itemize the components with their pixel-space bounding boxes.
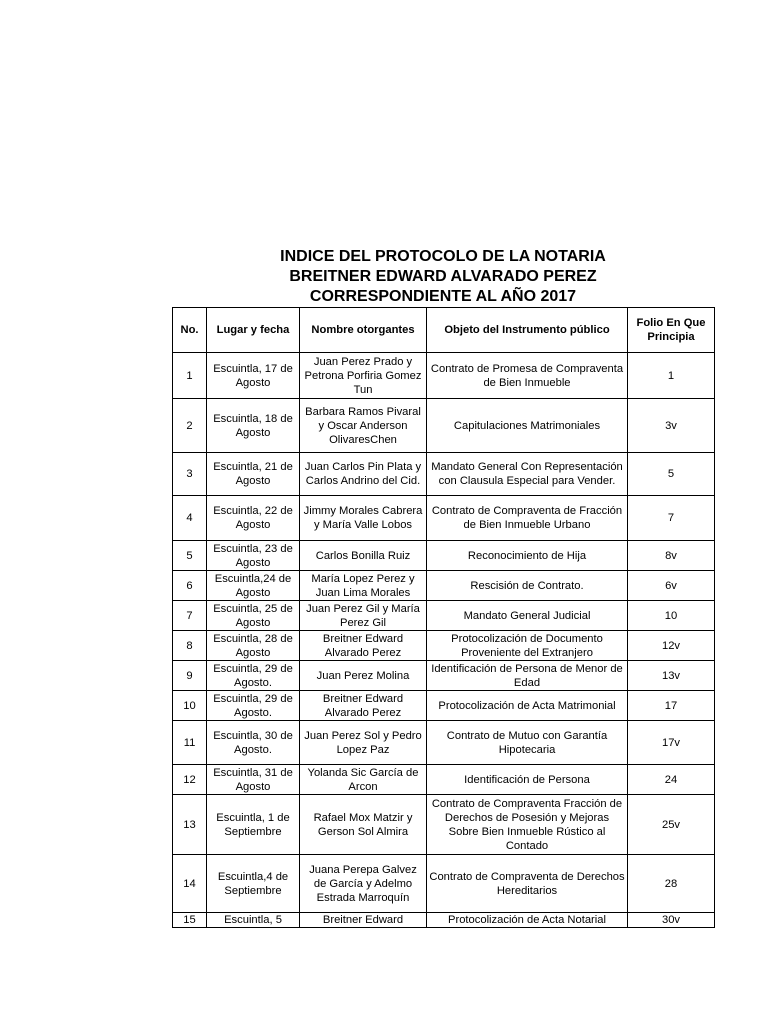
cell-objeto: Rescisión de Contrato. (427, 571, 628, 601)
table-row (173, 541, 715, 571)
cell-no: 14 (173, 855, 207, 913)
table-row (173, 571, 715, 601)
cell-nombre-otorgantes: Yolanda Sic García de Arcon (300, 765, 427, 795)
cell-lugar-fecha: Escuintla, 29 de Agosto. (207, 691, 300, 721)
table-header-row (173, 308, 715, 353)
cell-objeto: Reconocimiento de Hija (427, 541, 628, 571)
cell-objeto: Contrato de Compraventa de Fracción de Bien Inmueble Urbano (427, 496, 628, 541)
cell-objeto: Contrato de Compraventa de Derechos Hereditarios (427, 855, 628, 913)
header-folio: Folio En Que Principia (628, 308, 715, 353)
table-row (173, 721, 715, 765)
cell-no: 8 (173, 631, 207, 661)
cell-folio: 30v (628, 913, 715, 928)
cell-no: 11 (173, 721, 207, 765)
cell-nombre-otorgantes: Carlos Bonilla Ruiz (300, 541, 427, 571)
cell-folio: 7 (628, 496, 715, 541)
cell-folio: 8v (628, 541, 715, 571)
cell-lugar-fecha: Escuintla, 18 de Agosto (207, 399, 300, 453)
cell-nombre-otorgantes: Juan Perez Molina (300, 661, 427, 691)
cell-no: 13 (173, 795, 207, 855)
cell-folio: 12v (628, 631, 715, 661)
cell-lugar-fecha: Escuintla, 29 de Agosto. (207, 661, 300, 691)
table-body (173, 353, 715, 928)
cell-folio: 17v (628, 721, 715, 765)
cell-objeto: Identificación de Persona de Menor de Edad (427, 661, 628, 691)
cell-nombre-otorgantes: Barbara Ramos Pivaral y Oscar Anderson OlivaresChen (300, 399, 427, 453)
cell-lugar-fecha: Escuintla,24 de Agosto (207, 571, 300, 601)
title-line-3: CORRESPONDIENTE AL AÑO 2017 (309, 288, 577, 305)
cell-lugar-fecha: Escuintla, 25 de Agosto (207, 601, 300, 631)
cell-objeto: Protocolización de Documento Proveniente del Extranjero (427, 631, 628, 661)
cell-nombre-otorgantes: Breitner Edward Alvarado Perez (300, 631, 427, 661)
cell-objeto: Protocolización de Acta Notarial (427, 913, 628, 928)
cell-no: 4 (173, 496, 207, 541)
table-row (173, 631, 715, 661)
cell-nombre-otorgantes: Breitner Edward Alvarado Perez (300, 691, 427, 721)
table-row (173, 661, 715, 691)
cell-nombre-otorgantes: Rafael Mox Matzir y Gerson Sol Almira (300, 795, 427, 855)
cell-lugar-fecha: Escuintla,4 de Septiembre (207, 855, 300, 913)
cell-nombre-otorgantes: María Lopez Perez y Juan Lima Morales (300, 571, 427, 601)
cell-lugar-fecha: Escuintla, 22 de Agosto (207, 496, 300, 541)
table-row (173, 496, 715, 541)
cell-folio: 13v (628, 661, 715, 691)
cell-no: 6 (173, 571, 207, 601)
cell-folio: 5 (628, 453, 715, 496)
cell-no: 5 (173, 541, 207, 571)
title-line-2: BREITNER EDWARD ALVARADO PEREZ (289, 268, 597, 285)
cell-nombre-otorgantes: Juan Perez Sol y Pedro Lopez Paz (300, 721, 427, 765)
title-line-1: INDICE DEL PROTOCOLO DE LA NOTARIA (280, 248, 606, 265)
cell-lugar-fecha: Escuintla, 30 de Agosto. (207, 721, 300, 765)
cell-nombre-otorgantes: Juan Perez Gil y María Perez Gil (300, 601, 427, 631)
cell-folio: 10 (628, 601, 715, 631)
table-row (173, 795, 715, 855)
table-row (173, 399, 715, 453)
table-row (173, 691, 715, 721)
cell-folio: 3v (628, 399, 715, 453)
cell-no: 7 (173, 601, 207, 631)
table-row (173, 453, 715, 496)
cell-folio: 1 (628, 353, 715, 399)
cell-no: 12 (173, 765, 207, 795)
cell-lugar-fecha: Escuintla, 31 de Agosto (207, 765, 300, 795)
cell-folio: 24 (628, 765, 715, 795)
cell-no: 10 (173, 691, 207, 721)
table-row (173, 913, 715, 928)
cell-objeto: Identificación de Persona (427, 765, 628, 795)
header-nombre-otorgantes: Nombre otorgantes (300, 308, 427, 353)
document-title (172, 247, 714, 307)
cell-objeto: Protocolización de Acta Matrimonial (427, 691, 628, 721)
cell-lugar-fecha: Escuintla, 5 (207, 913, 300, 928)
cell-folio: 28 (628, 855, 715, 913)
cell-lugar-fecha: Escuintla, 17 de Agosto (207, 353, 300, 399)
cell-no: 9 (173, 661, 207, 691)
cell-lugar-fecha: Escuintla, 21 de Agosto (207, 453, 300, 496)
header-lugar-fecha: Lugar y fecha (207, 308, 300, 353)
cell-objeto: Contrato de Promesa de Compraventa de Bien Inmueble (427, 353, 628, 399)
table-row (173, 765, 715, 795)
cell-nombre-otorgantes: Jimmy Morales Cabrera y María Valle Lobos (300, 496, 427, 541)
cell-lugar-fecha: Escuintla, 28 de Agosto (207, 631, 300, 661)
table-row (173, 855, 715, 913)
cell-objeto: Capitulaciones Matrimoniales (427, 399, 628, 453)
table-row (173, 353, 715, 399)
cell-objeto: Mandato General Con Representación con Clausula Especial para Vender. (427, 453, 628, 496)
cell-no: 2 (173, 399, 207, 453)
cell-objeto: Mandato General Judicial (427, 601, 628, 631)
header-objeto: Objeto del Instrumento público (427, 308, 628, 353)
cell-lugar-fecha: Escuintla, 1 de Septiembre (207, 795, 300, 855)
cell-no: 1 (173, 353, 207, 399)
cell-folio: 6v (628, 571, 715, 601)
cell-nombre-otorgantes: Breitner Edward (300, 913, 427, 928)
cell-no: 3 (173, 453, 207, 496)
cell-objeto: Contrato de Compraventa Fracción de Derechos de Posesión y Mejoras Sobre Bien Inmueble Rústico al Contado (427, 795, 628, 855)
table-row (173, 601, 715, 631)
header-no: No. (173, 308, 207, 353)
cell-nombre-otorgantes: Juana Perepa Galvez de García y Adelmo Estrada Marroquín (300, 855, 427, 913)
cell-no: 15 (173, 913, 207, 928)
cell-lugar-fecha: Escuintla, 23 de Agosto (207, 541, 300, 571)
cell-nombre-otorgantes: Juan Perez Prado y Petrona Porfiria Gomez Tun (300, 353, 427, 399)
cell-nombre-otorgantes: Juan Carlos Pin Plata y Carlos Andrino del Cid. (300, 453, 427, 496)
cell-objeto: Contrato de Mutuo con Garantía Hipotecaria (427, 721, 628, 765)
cell-folio: 17 (628, 691, 715, 721)
cell-folio: 25v (628, 795, 715, 855)
protocol-index-table (172, 307, 715, 928)
